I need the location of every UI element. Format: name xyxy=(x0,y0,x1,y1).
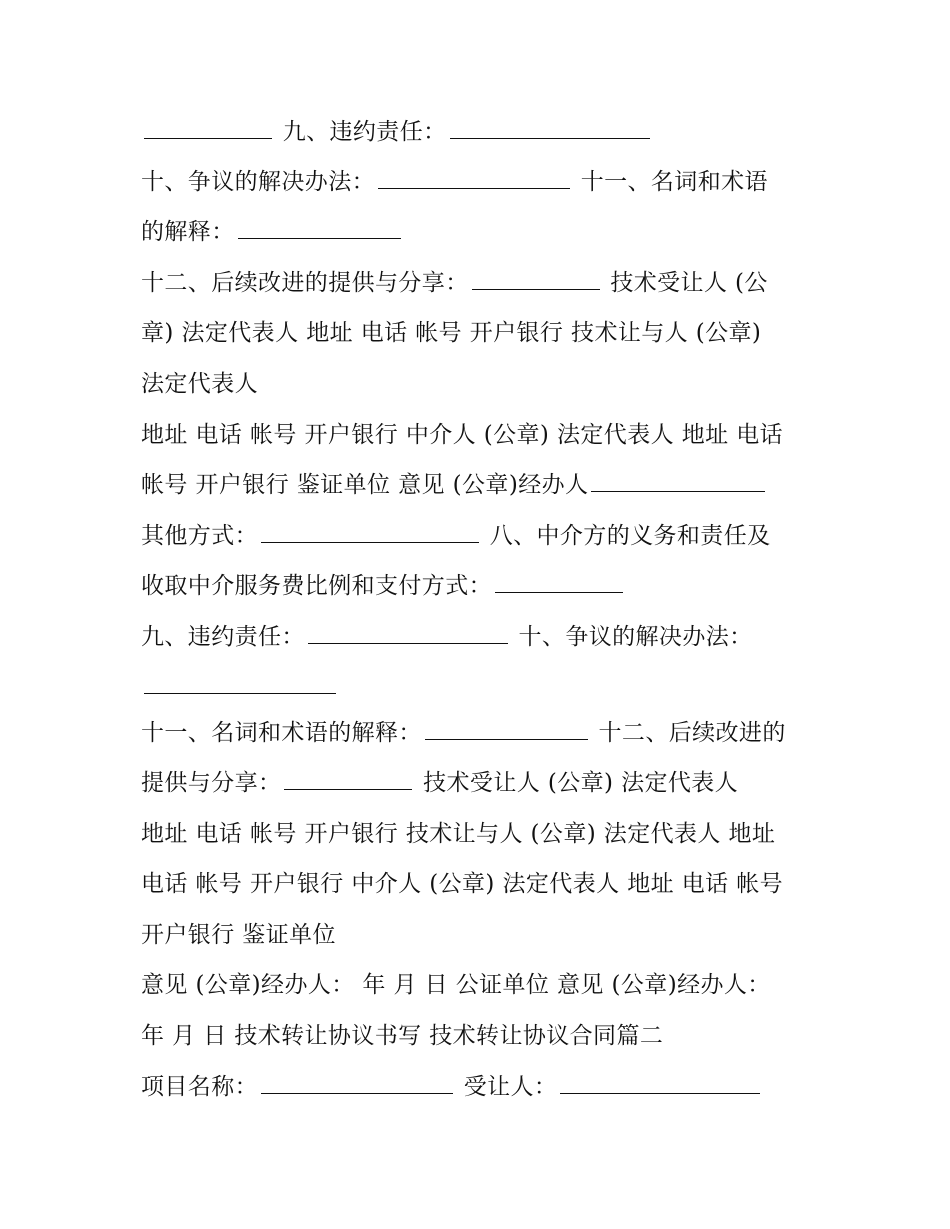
text-line xyxy=(141,1072,763,1102)
line-text: 年 月 日 技术转让协议书写 技术转让协议合同篇二 xyxy=(141,1023,664,1049)
text-line xyxy=(141,470,768,500)
fill-in-blank xyxy=(425,719,588,740)
line-text: 电话 帐号 开户银行 中介人 (公章) 法定代表人 地址 电话 帐号 xyxy=(141,871,784,897)
line-text: 收取中介服务费比例和支付方式： xyxy=(141,573,492,599)
line-text: 技术受让人 (公章) 法定代表人 xyxy=(415,770,739,796)
line-text: 的解释： xyxy=(141,219,235,245)
text-line xyxy=(141,1021,663,1051)
line-text: 法定代表人 xyxy=(141,371,258,397)
line-text: 九、违约责任： xyxy=(275,119,447,145)
line-text: 地址 电话 帐号 开户银行 中介人 (公章) 法定代表人 地址 电话 xyxy=(141,422,784,448)
text-line xyxy=(141,268,768,298)
fill-in-blank xyxy=(261,522,479,543)
text-line xyxy=(141,217,404,247)
fill-in-blank xyxy=(560,1073,760,1094)
fill-in-blank xyxy=(261,1073,453,1094)
line-text: 十一、名词和术语的解释： xyxy=(141,720,422,746)
fill-in-blank xyxy=(144,118,272,139)
fill-in-blank xyxy=(144,673,336,694)
line-text: 其他方式： xyxy=(141,523,258,549)
text-line xyxy=(141,571,626,601)
text-line xyxy=(141,369,258,399)
line-text: 十二、后续改进的提供与分享： xyxy=(141,270,469,296)
text-line xyxy=(141,117,653,147)
fill-in-blank xyxy=(472,269,600,290)
text-line xyxy=(141,521,771,551)
text-line xyxy=(141,970,771,1000)
fill-in-blank xyxy=(308,623,508,644)
line-text: 十一、名词和术语 xyxy=(573,169,768,195)
fill-in-blank xyxy=(238,218,401,239)
fill-in-blank xyxy=(284,769,412,790)
fill-in-blank xyxy=(495,572,623,593)
line-text: 十、争议的解决办法： xyxy=(510,624,753,650)
text-line xyxy=(141,718,786,748)
line-text: 技术受让人 (公 xyxy=(602,270,768,296)
text-line xyxy=(141,420,783,450)
text-line xyxy=(141,768,738,798)
line-text: 意见 (公章)经办人： 年 月 日 公证单位 意见 (公章)经办人： xyxy=(141,972,771,998)
line-text: 帐号 开户银行 鉴证单位 意见 (公章)经办人 xyxy=(141,472,589,498)
line-text: 九、违约责任： xyxy=(141,624,305,650)
line-text: 地址 电话 帐号 开户银行 技术让与人 (公章) 法定代表人 地址 xyxy=(141,821,776,847)
text-line xyxy=(141,318,761,348)
text-line xyxy=(141,167,768,197)
text-line xyxy=(141,819,775,849)
line-text: 八、中介方的义务和责任及 xyxy=(482,523,771,549)
fill-in-blank xyxy=(591,471,765,492)
line-text: 项目名称： xyxy=(141,1074,258,1100)
fill-in-blank xyxy=(450,118,650,139)
line-text: 十、争议的解决办法： xyxy=(141,169,375,195)
line-text: 受让人： xyxy=(456,1074,558,1100)
text-line xyxy=(141,920,336,950)
line-text: 开户银行 鉴证单位 xyxy=(141,922,336,948)
fill-in-blank xyxy=(378,168,570,189)
text-line xyxy=(141,869,783,899)
text-line xyxy=(141,622,753,652)
line-text: 章) 法定代表人 地址 电话 帐号 开户银行 技术让与人 (公章) xyxy=(141,320,762,346)
line-text: 提供与分享： xyxy=(141,770,282,796)
line-text: 十二、后续改进的 xyxy=(590,720,786,746)
text-line xyxy=(141,672,339,702)
